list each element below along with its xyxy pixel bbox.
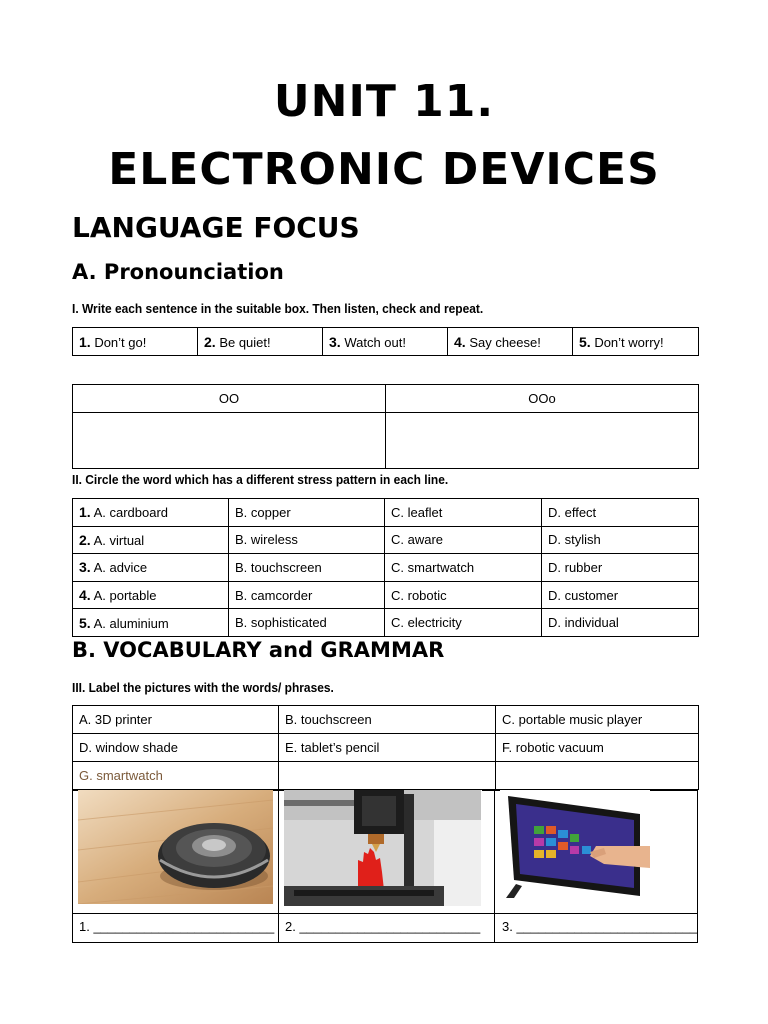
- robotic-vacuum-picture: [78, 790, 273, 904]
- sentence-number: 2.: [204, 333, 216, 350]
- vocab-option: E. tablet’s pencil: [279, 734, 496, 762]
- stress-pattern-table: [72, 384, 699, 469]
- stress-choice-table: [72, 498, 699, 637]
- option-d[interactable]: D. rubber: [542, 554, 699, 582]
- sentence-text: Say cheese!: [469, 334, 541, 350]
- vocab-option: B. touchscreen: [279, 706, 496, 734]
- table-row: [73, 526, 699, 554]
- touchscreen-tablet-picture: [500, 790, 650, 906]
- answer-blank-3[interactable]: 3. _________________________: [502, 919, 698, 934]
- option-b[interactable]: B. wireless: [229, 526, 385, 554]
- table-row: [73, 762, 699, 790]
- sentence-text: Watch out!: [344, 334, 406, 350]
- table-row: [73, 581, 699, 609]
- option-c[interactable]: C. aware: [385, 526, 542, 554]
- option-c[interactable]: C. smartwatch: [385, 554, 542, 582]
- vocab-option: F. robotic vacuum: [496, 734, 699, 762]
- option-d[interactable]: D. effect: [542, 499, 699, 527]
- sentence-number: 3.: [329, 333, 341, 350]
- table-row: [73, 499, 699, 527]
- sentence-text: Don’t worry!: [594, 334, 664, 350]
- option-c[interactable]: C. robotic: [385, 581, 542, 609]
- answer-blank-2[interactable]: 2. _________________________: [285, 919, 481, 934]
- sentence-cell: [573, 328, 699, 356]
- sentence-cell: [448, 328, 573, 356]
- option-d[interactable]: D. customer: [542, 581, 699, 609]
- option-a[interactable]: 1. A. cardboard: [73, 499, 229, 527]
- option-b[interactable]: B. sophisticated: [229, 609, 385, 637]
- instruction-1: I. Write each sentence in the suitable box. Then listen, check and repeat.: [72, 301, 484, 316]
- sentence-number: 5.: [579, 333, 591, 350]
- option-a[interactable]: 3. A. advice: [73, 554, 229, 582]
- instruction-2: II. Circle the word which has a different stress pattern in each line.: [72, 472, 449, 487]
- vocab-option: [496, 762, 699, 790]
- section-heading-vocabulary: B. VOCABULARY and GRAMMAR: [72, 638, 445, 662]
- section-heading-language-focus: LANGUAGE FOCUS: [72, 211, 360, 244]
- table-row: [73, 706, 699, 734]
- answer-blank-1[interactable]: 1. _________________________: [79, 919, 275, 934]
- sentence-cell: [73, 328, 198, 356]
- option-b[interactable]: B. camcorder: [229, 581, 385, 609]
- unit-subtitle: ELECTRONIC DEVICES: [108, 144, 660, 195]
- vocab-option: A. 3D printer: [73, 706, 279, 734]
- stress-pattern-header: OOo: [386, 385, 699, 413]
- vocab-option: C. portable music player: [496, 706, 699, 734]
- option-a[interactable]: 2. A. virtual: [73, 526, 229, 554]
- option-b[interactable]: B. copper: [229, 499, 385, 527]
- option-a[interactable]: 4. A. portable: [73, 581, 229, 609]
- sentence-text: Be quiet!: [219, 334, 271, 350]
- option-c[interactable]: C. electricity: [385, 609, 542, 637]
- vocab-option: G. smartwatch: [73, 762, 279, 790]
- vocab-option: [279, 762, 496, 790]
- vocab-option: D. window shade: [73, 734, 279, 762]
- sentence-number: 1.: [79, 333, 91, 350]
- option-d[interactable]: D. individual: [542, 609, 699, 637]
- sentence-cell: [323, 328, 448, 356]
- vocabulary-options-table: [72, 705, 699, 790]
- instruction-3: III. Label the pictures with the words/ phrases.: [72, 680, 334, 695]
- unit-title: UNIT 11.: [273, 76, 495, 127]
- answer-box[interactable]: [386, 413, 699, 469]
- option-b[interactable]: B. touchscreen: [229, 554, 385, 582]
- stress-pattern-header: OO: [73, 385, 386, 413]
- sentence-number: 4.: [454, 333, 466, 350]
- section-heading-pronunciation: A. Pronounciation: [72, 260, 284, 284]
- table-row: [73, 734, 699, 762]
- sentence-cell: [198, 328, 323, 356]
- 3d-printer-picture: [284, 790, 481, 906]
- option-a[interactable]: 5. A. aluminium: [73, 609, 229, 637]
- table-row: [73, 609, 699, 637]
- sentences-table: [72, 327, 699, 356]
- option-c[interactable]: C. leaflet: [385, 499, 542, 527]
- answer-box[interactable]: [73, 413, 386, 469]
- table-row: [73, 554, 699, 582]
- option-d[interactable]: D. stylish: [542, 526, 699, 554]
- sentence-text: Don’t go!: [94, 334, 147, 350]
